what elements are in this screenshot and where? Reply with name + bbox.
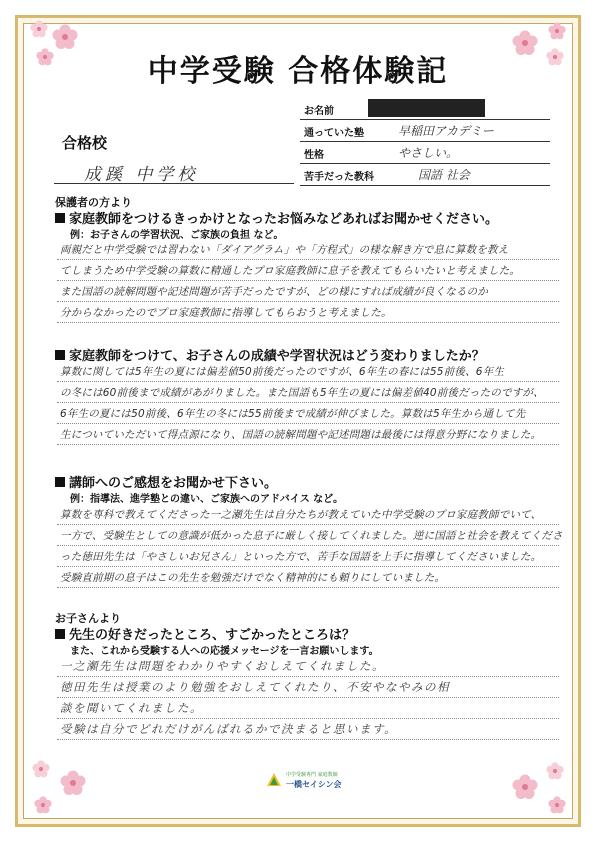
info-row-weak-subject (300, 164, 550, 186)
answer-text: 両親だと中学受験では習わない「ダイアグラム」や「方程式」の様な解き方で息に算数を教え (60, 244, 509, 256)
weak-subject-label: 苦手だった教科 (304, 172, 374, 183)
answer-line (57, 546, 559, 567)
flower-icon (32, 760, 50, 778)
flower-icon (512, 774, 538, 800)
info-row-cram (300, 120, 550, 142)
flower-icon (548, 22, 566, 40)
flower-icon (60, 770, 86, 796)
answer-text: の冬には60前後まで成績があがりました。また国語も5年生の夏には偏差値40前後だったのですが、 (60, 387, 544, 399)
square-bullet-icon (55, 213, 65, 223)
answer-3 (57, 504, 563, 588)
child-heading: お子さんより (55, 612, 121, 625)
answer-text: 分からなかったのでプロ家庭教師に指導してもらおうと考えました。 (60, 307, 392, 319)
question-4-text: 先生の好きだったところ、すごかったところは？ (69, 628, 356, 643)
question-3-note: 例：指導法、進学塾との違い、ご家族へのアドバイス など。 (70, 494, 344, 505)
question-1-note: 例：お子さんの学習状況、ご家族の負担 など。 (70, 230, 284, 241)
answer-text: 一方で、受験生としての意識が低かった息子に厳しく接してくれました。逆に国語と社会を教えてくださ (60, 530, 563, 542)
answer-line (57, 382, 559, 403)
question-3-text: 講師へのご感想をお聞かせ下さい。 (69, 476, 278, 491)
answer-text: 徳田先生は授業のより勉強をおしえてくれたり、不安やなやみの相 (60, 680, 450, 694)
company-logo (266, 770, 356, 792)
personality-label: 性格 (304, 150, 324, 161)
cram-label: 通っていた塾 (304, 128, 364, 139)
answer-line (57, 719, 559, 740)
logo-name: 一橋セイシン会 (286, 780, 342, 789)
answer-line (57, 698, 559, 719)
answer-text: また国語の読解問題や記述問題が苦手だったですが、どの様にすれば成績が良くなるのか (60, 286, 488, 298)
answer-1 (57, 239, 559, 323)
flower-icon (30, 20, 48, 38)
question-3 (55, 472, 555, 491)
answer-line (57, 525, 563, 546)
square-bullet-icon (55, 629, 65, 639)
school-underline (54, 183, 294, 184)
info-row-personality (300, 142, 550, 164)
name-label: お名前 (304, 106, 334, 117)
answer-line (57, 239, 559, 260)
answer-text: 一之瀬先生は問題をわかりやすくおしえてくれました。 (60, 659, 385, 673)
answer-text: てしまうため中学受験の算数に精通したプロ家庭教師に息子を教えてもらいたいと考えました。 (60, 265, 521, 277)
answer-text: 談を聞いてくれました。 (60, 701, 203, 715)
answer-text: 生についていただいて得点源になり、国語の読解問題や記述問題は最後には得意分野になりました。 (60, 429, 542, 441)
answer-line (57, 567, 559, 588)
answer-text: 算数を専科で教えてくださった一之瀬先生は自分たちが教えていた中学受験のプロ家庭教師でいて、 (60, 509, 542, 521)
answer-text: 算数に関しては5年生の夏には偏差値50前後だったのですが、6年生の春には55前後、6年生 (60, 366, 505, 378)
logo-tagline: 中学受験専門 家庭教師 (286, 772, 338, 778)
question-1 (55, 208, 555, 227)
square-bullet-icon (55, 477, 65, 487)
square-bullet-icon (55, 350, 65, 360)
answer-line (57, 403, 559, 424)
answer-text: った徳田先生は「やさしいお兄さん」といった方で、苦手な国語を上手に指導してくださいました。 (60, 551, 542, 563)
answer-line (57, 361, 559, 382)
weak-subject-value: 国語 社会 (418, 168, 470, 182)
cram-value: 早稲田アカデミー (398, 124, 494, 138)
student-info (300, 98, 550, 186)
info-row-name (300, 98, 550, 120)
answer-line (57, 504, 559, 525)
answer-line (57, 302, 559, 323)
question-4-note: また、これから受験する人への応援メッセージを一言お願いします。 (70, 646, 379, 657)
answer-text: 受験は自分でどれだけがんばれるかで決まると思います。 (60, 722, 398, 736)
answer-text: 6年生の夏には50前後、6年生の冬には55前後まで成績が伸びました。算数は5年生から通して先 (60, 408, 526, 420)
guardian-heading: 保護者の方より (55, 196, 132, 209)
answer-line (57, 656, 559, 677)
question-4 (55, 624, 555, 643)
answer-line (57, 281, 559, 302)
answer-4 (57, 656, 559, 740)
school-label: 合格校 (62, 134, 108, 152)
question-2-text: 家庭教師をつけて、お子さんの成績や学習状況はどう変わりましたか？ (69, 349, 485, 364)
school-value: 成蹊 中学校 (84, 165, 199, 185)
flower-icon (548, 796, 566, 814)
logo-mark-icon (266, 772, 282, 788)
flower-icon (546, 762, 564, 780)
answer-2 (57, 361, 559, 445)
flower-icon (34, 796, 52, 814)
answer-line (57, 424, 559, 445)
answer-line (57, 677, 559, 698)
answer-text: 受験直前期の息子はこの先生を勉強だけでなく精神的にも頼りにしていました。 (60, 572, 446, 584)
page-title: 中学受験 合格体験記 (147, 54, 449, 89)
redacted-name (368, 99, 485, 117)
personality-value: やさしい。 (398, 146, 459, 160)
answer-line (57, 260, 559, 281)
question-1-text: 家庭教師をつけるきっかけとなったお悩みなどあればお聞かせください。 (69, 212, 499, 227)
